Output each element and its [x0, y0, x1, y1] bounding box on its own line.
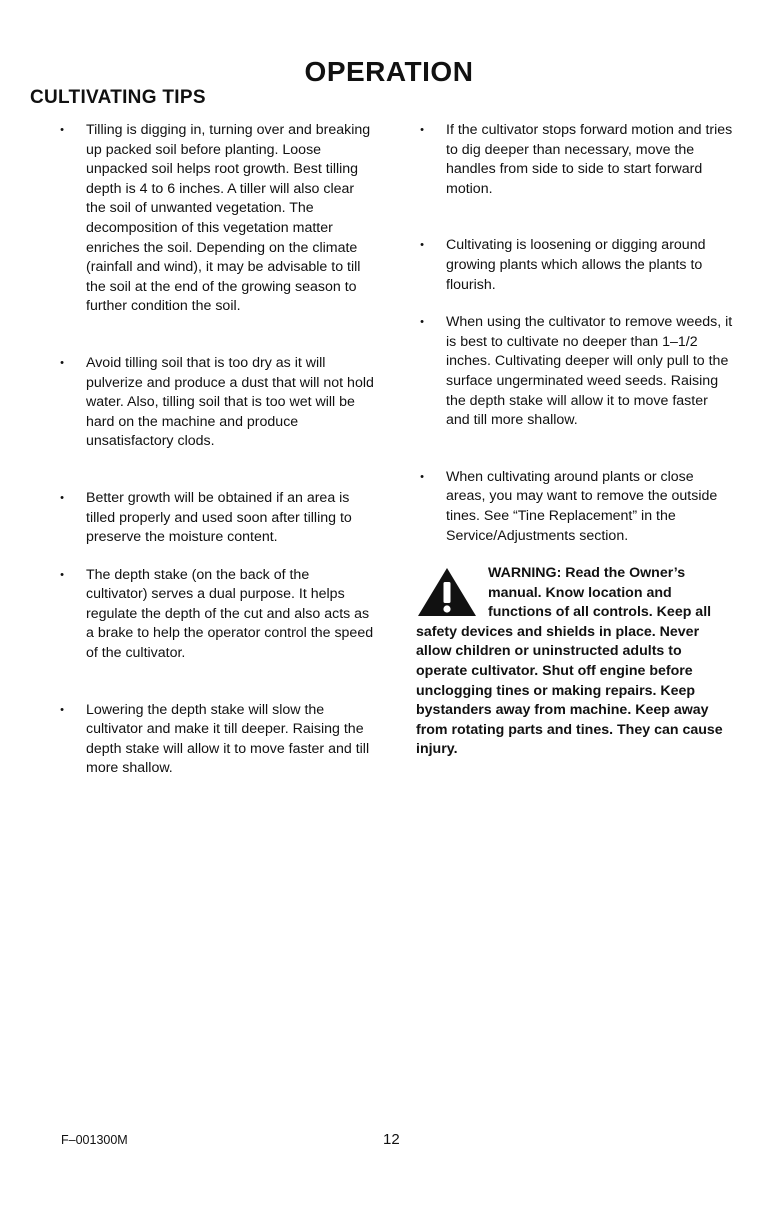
bullet-icon: •: [60, 491, 64, 504]
bullet-item: [416, 121, 734, 199]
page-number: 12: [383, 1131, 400, 1148]
bullet-icon: •: [60, 703, 64, 716]
warning-exclamation-bar: [444, 582, 451, 603]
warning-triangle-icon: [416, 566, 478, 618]
bullet-icon: •: [420, 239, 424, 252]
bullet-item: [416, 468, 734, 546]
bullet-item: [56, 354, 374, 452]
bullet-icon: •: [60, 124, 64, 136]
document-code: F–001300M: [61, 1133, 128, 1147]
bullet-text: If the cultivator stops forward motion and tries to dig deeper than necessary, move the handles from side to side to start forward motion.: [446, 122, 733, 197]
bullet-item: [56, 121, 374, 317]
bullet-item: [56, 566, 374, 664]
bullet-text: When using the cultivator to remove weeds, it is best to cultivate no deeper than 1–1/2 inches. Cultivating deeper will only pull to the surface ungerminated weed seeds. Raising the depth stake will allow it to move faster and till more shallow.: [446, 314, 733, 429]
bullet-icon: •: [420, 316, 424, 329]
bullet-text: Better growth will be obtained if an area is tilled properly and used soon after tilling to preserve the moisture content.: [86, 489, 352, 546]
warning-label: WARNING:: [488, 565, 562, 582]
bullet-text: Tilling is digging in, turning over and breaking up packed soil before planting. Loose unpacked soil helps root growth. Best tilling depth is 4 to 6 inches. A tiller will also clear the soil of unwanted vegetation. The decomposition of this vegetation matter enriches the soil. Depending on the climate (rainfall and wind), it may be advisable to till the soil at the end of the growing season to further condition the soil.: [86, 122, 371, 315]
bullet-item: [416, 313, 734, 431]
page-title: OPERATION: [304, 56, 474, 87]
bullet-text: The depth stake (on the back of the cultivator) serves a dual purpose. It helps regulate the depth of the cut and also acts as a brake to help the operator control the speed of the cultivator.: [86, 566, 374, 662]
left-column: [56, 121, 374, 779]
bullet-text: Avoid tilling soil that is too dry as it will pulverize and produce a dust that will not hold water. Also, tilling soil that is too wet will be hard on the machine and produce unsatisfactory clods.: [86, 354, 374, 450]
bullet-text: When cultivating around plants or close areas, you may want to remove the outside tines. See “Tine Replacement” in the Service/Adjustments section.: [446, 468, 718, 544]
bullet-icon: •: [420, 470, 424, 483]
bullet-icon: •: [60, 568, 64, 581]
bullet-item: [416, 236, 734, 295]
section-title: CULTIVATING TIPS: [30, 87, 206, 108]
right-column: [416, 121, 734, 760]
bullet-icon: •: [420, 124, 424, 136]
warning-text: Read the Owner’s manual. Know location and functions of all controls. Keep all safety devices and shields in place. Never allow children or uninstructed adults to operate cultivator. Shut off engine before unclogging tines or making repairs. Keep bystanders away from machine. Keep away from rotating parts and tines. They can cause injury.: [416, 565, 723, 758]
bullet-text: Cultivating is loosening or digging around growing plants which allows the plants to flourish.: [446, 237, 706, 293]
warning-exclamation-dot: [443, 605, 450, 612]
bullet-item: [56, 701, 374, 779]
bullet-item: [56, 489, 374, 548]
warning-block: [416, 564, 734, 760]
bullet-icon: •: [60, 356, 64, 369]
bullet-text: Lowering the depth stake will slow the cultivator and make it till deeper. Raising the depth stake will allow it to move faster and till more shallow.: [86, 701, 370, 777]
